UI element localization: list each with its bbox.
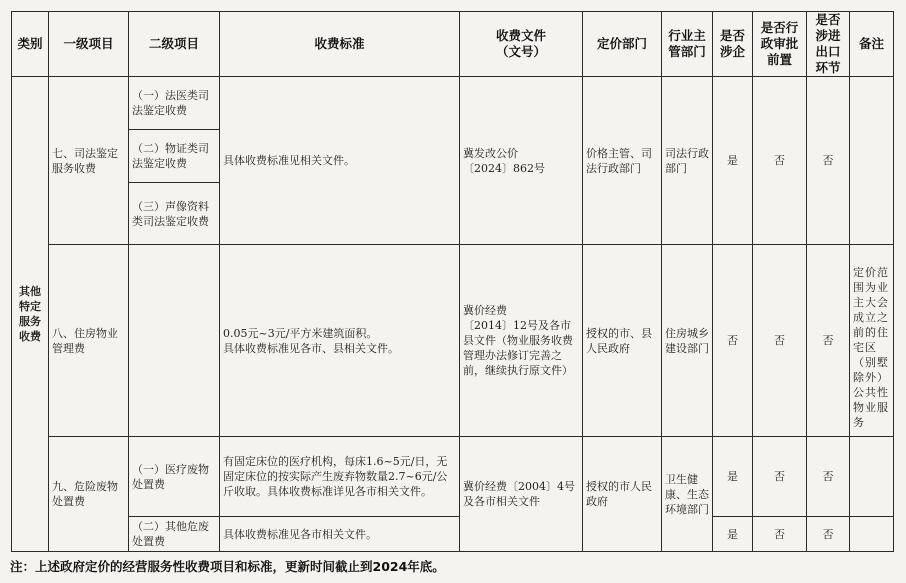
pricing-dept: 授权的市、县人民政府	[583, 245, 662, 437]
level2-item: （二）其他危废处置费	[129, 517, 220, 552]
table-row	[12, 77, 894, 130]
remarks-cell: 定价范围为业主大会成立之前的住宅区（别墅除外）公共性物业服务	[850, 245, 894, 437]
header-category: 类别	[12, 12, 49, 77]
pre-approval-value: 否	[753, 245, 807, 437]
level1-item: 九、危险废物处置费	[49, 437, 129, 552]
fee-standard: 具体收费标准见相关文件。	[220, 77, 460, 245]
table-row	[12, 517, 894, 552]
remarks-cell	[850, 77, 894, 245]
pricing-dept: 授权的市人民政府	[583, 437, 662, 552]
header-document: 收费文件 （文号）	[460, 12, 583, 77]
import-export-value: 否	[807, 517, 850, 552]
remarks-cell	[850, 437, 894, 517]
fee-table	[11, 11, 894, 552]
pre-approval-value: 否	[753, 77, 807, 245]
pricing-dept: 价格主管、司法行政部门	[583, 77, 662, 245]
fee-standard: 0.05元~3元/平方米建筑面积。 具体收费标准见各市、县相关文件。	[220, 245, 460, 437]
level2-item: （一）医疗废物处置费	[129, 437, 220, 517]
header-level2: 二级项目	[129, 12, 220, 77]
import-export-value: 否	[807, 245, 850, 437]
level2-item: （一）法医类司法鉴定收费	[129, 77, 220, 130]
involves-enterprise-value: 是	[713, 437, 753, 517]
level1-item: 八、住房物业管理费	[49, 245, 129, 437]
industry-dept: 卫生健康、生态环境部门	[662, 437, 713, 552]
header-pre-approval: 是否行政审批前置	[753, 12, 807, 77]
category-cell: 其他特定服务收费	[12, 77, 49, 552]
fee-standard: 具体收费标准见各市相关文件。	[220, 517, 460, 552]
level2-item	[129, 245, 220, 437]
industry-dept: 住房城乡建设部门	[662, 245, 713, 437]
table-row	[12, 245, 894, 437]
pre-approval-value: 否	[753, 517, 807, 552]
fee-standard: 有固定床位的医疗机构，每床1.6~5元/日，无固定床位的按实际产生废弃物数量2.7~6元/公斤收取。具体收费标准详见各市相关文件。	[220, 437, 460, 517]
header-industry-dept: 行业主管部门	[662, 12, 713, 77]
table-row	[12, 437, 894, 517]
import-export-value: 否	[807, 437, 850, 517]
fee-document: 冀价经费 〔2014〕12号及各市县文件（物业服务收费管理办法修订完善之前，继续执行原文件）	[460, 245, 583, 437]
header-remarks: 备注	[850, 12, 894, 77]
involves-enterprise-value: 是	[713, 77, 753, 245]
remarks-cell	[850, 517, 894, 552]
level2-item: （二）物证类司法鉴定收费	[129, 130, 220, 183]
header-involves-enterprise: 是否涉企	[713, 12, 753, 77]
header-level1: 一级项目	[49, 12, 129, 77]
header-row	[12, 12, 894, 77]
fee-document: 冀价经费〔2004〕4号及各市相关文件	[460, 437, 583, 552]
footnote: 注：上述政府定价的经营服务性收费项目和标准，更新时间截止到2024年底。	[10, 559, 445, 574]
industry-dept: 司法行政部门	[662, 77, 713, 245]
involves-enterprise-value: 是	[713, 517, 753, 552]
level2-item: （三）声像资料类司法鉴定收费	[129, 183, 220, 245]
header-standard: 收费标准	[220, 12, 460, 77]
import-export-value: 否	[807, 77, 850, 245]
header-import-export: 是否涉进出口环节	[807, 12, 850, 77]
header-pricing-dept: 定价部门	[583, 12, 662, 77]
fee-document: 冀发改公价 〔2024〕862号	[460, 77, 583, 245]
level1-item: 七、司法鉴定服务收费	[49, 77, 129, 245]
pre-approval-value: 否	[753, 437, 807, 517]
involves-enterprise-value: 否	[713, 245, 753, 437]
